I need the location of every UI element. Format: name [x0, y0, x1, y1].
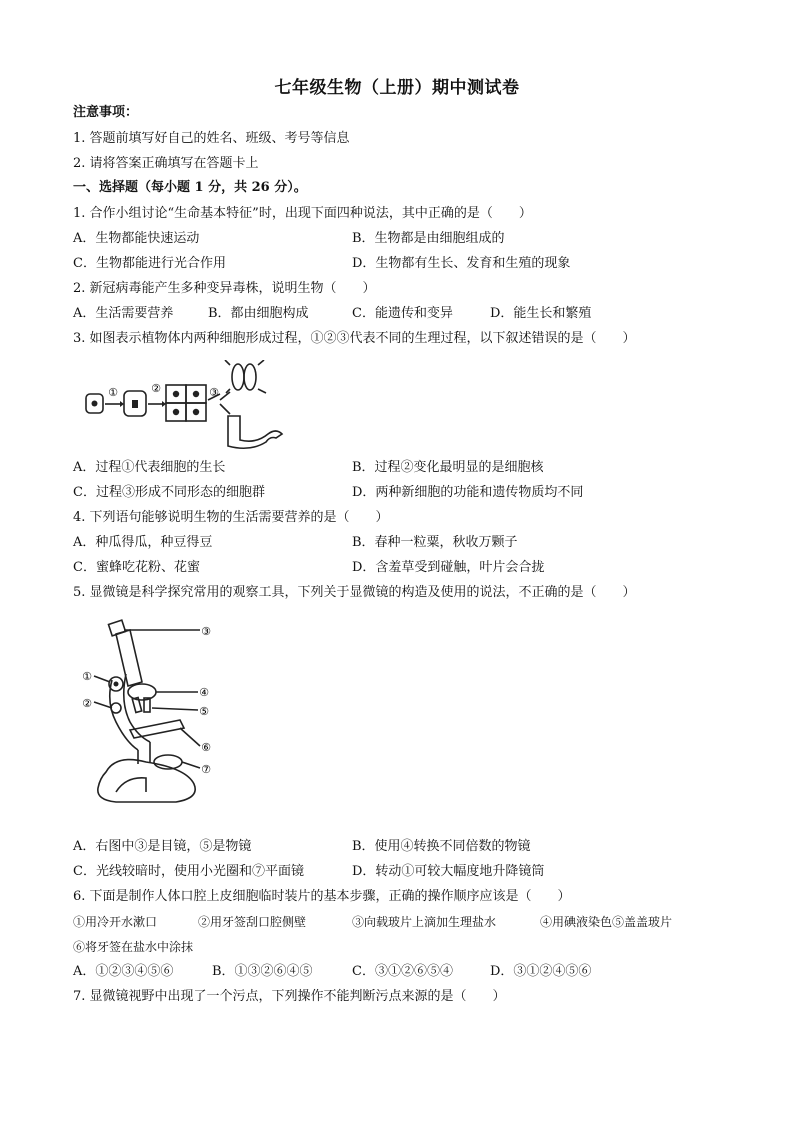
question-3-stem: 3. 如图表示植物体内两种细胞形成过程，①②③代表不同的生理过程，以下叙述错误的是（ ） [73, 331, 636, 346]
q5-option-c: C．光线较暗时，使用小光圈和⑦平面镜 [73, 864, 304, 879]
q1-option-c: C．生物都能进行光合作用 [73, 256, 226, 271]
question-4-stem: 4. 下列语句能够说明生物的生活需要营养的是（ ） [73, 510, 389, 525]
q6-option-b: B．①③②⑥④⑤ [212, 964, 313, 979]
part-5-label: ⑤ [199, 705, 209, 718]
q6-step: ④用碘液染色⑤盖盖玻片 [540, 915, 673, 929]
cell-division-figure [80, 360, 302, 452]
q5-option-d: D．转动①可较大幅度地升降镜筒 [352, 864, 545, 879]
process-3-label: ③ [209, 386, 219, 399]
q6-step: ③向载玻片上滴加生理盐水 [352, 915, 497, 929]
q2-option-d: D．能生长和繁殖 [490, 306, 592, 321]
q2-option-b: B．都由细胞构成 [208, 306, 309, 321]
part-7-label: ⑦ [201, 763, 211, 776]
notice-item: 1. 答题前填写好自己的姓名、班级、考号等信息 [73, 131, 350, 146]
q3-option-b: B．过程②变化最明显的是细胞核 [352, 460, 544, 475]
q2-option-a: A．生活需要营养 [73, 306, 174, 321]
question-7-stem: 7. 显微镜视野中出现了一个污点，下列操作不能判断污点来源的是（ ） [73, 989, 506, 1004]
q4-option-c: C．蜜蜂吃花粉、花蜜 [73, 560, 200, 575]
q3-option-d: D．两种新细胞的功能和遗传物质均不同 [352, 485, 584, 500]
process-2-label: ② [151, 382, 161, 395]
q6-option-a: A．①②③④⑤⑥ [73, 964, 174, 979]
q1-option-d: D．生物都有生长、发育和生殖的现象 [352, 256, 571, 271]
question-5-stem: 5. 显微镜是科学探究常用的观察工具，下列关于显微镜的构造及使用的说法，不正确的是（ ） [73, 585, 636, 600]
part-1-label: ① [82, 670, 92, 683]
process-1-label: ① [108, 386, 118, 399]
q6-step: ②用牙签刮口腔侧壁 [198, 915, 307, 929]
q5-option-b: B．使用④转换不同倍数的物镜 [352, 839, 531, 854]
q6-option-c: C．③①②⑥⑤④ [352, 964, 453, 979]
question-1-stem: 1. 合作小组讨论“生命基本特征”时，出现下面四种说法，其中正确的是（ ） [73, 206, 532, 221]
q4-option-d: D．含羞草受到碰触，叶片会合拢 [352, 560, 545, 575]
page-title: 七年级生物（上册）期中测试卷 [274, 78, 520, 98]
part-2-label: ② [82, 697, 92, 710]
question-6-stem: 6. 下面是制作人体口腔上皮细胞临时装片的基本步骤，正确的操作顺序应该是（ ） [73, 889, 571, 904]
notice-heading: 注意事项： [73, 105, 139, 120]
q6-option-d: D．③①②④⑤⑥ [490, 964, 592, 979]
q6-step: ①用冷开水漱口 [73, 915, 158, 929]
q6-step: ⑥将牙签在盐水中涂抹 [73, 940, 194, 954]
part-4-label: ④ [199, 686, 209, 699]
section-heading: 一、选择题（每小题 1 分，共 26 分）。 [73, 180, 307, 195]
q1-option-b: B．生物都是由细胞组成的 [352, 231, 505, 246]
q3-option-c: C．过程③形成不同形态的细胞群 [73, 485, 265, 500]
part-6-label: ⑥ [201, 741, 211, 754]
part-3-label: ③ [201, 625, 211, 638]
q3-option-a: A．过程①代表细胞的生长 [73, 460, 226, 475]
q4-option-a: A．种瓜得瓜，种豆得豆 [73, 535, 213, 550]
q2-option-c: C．能遗传和变异 [352, 306, 453, 321]
q4-option-b: B．春种一粒粟，秋收万颗子 [352, 535, 518, 550]
q5-option-a: A．右图中③是目镜，⑤是物镜 [73, 839, 252, 854]
notice-item: 2. 请将答案正确填写在答题卡上 [73, 156, 259, 171]
question-2-stem: 2. 新冠病毒能产生多种变异毒株，说明生物（ ） [73, 281, 376, 296]
q1-option-a: A．生物都能快速运动 [73, 231, 200, 246]
microscope-figure [76, 612, 226, 822]
